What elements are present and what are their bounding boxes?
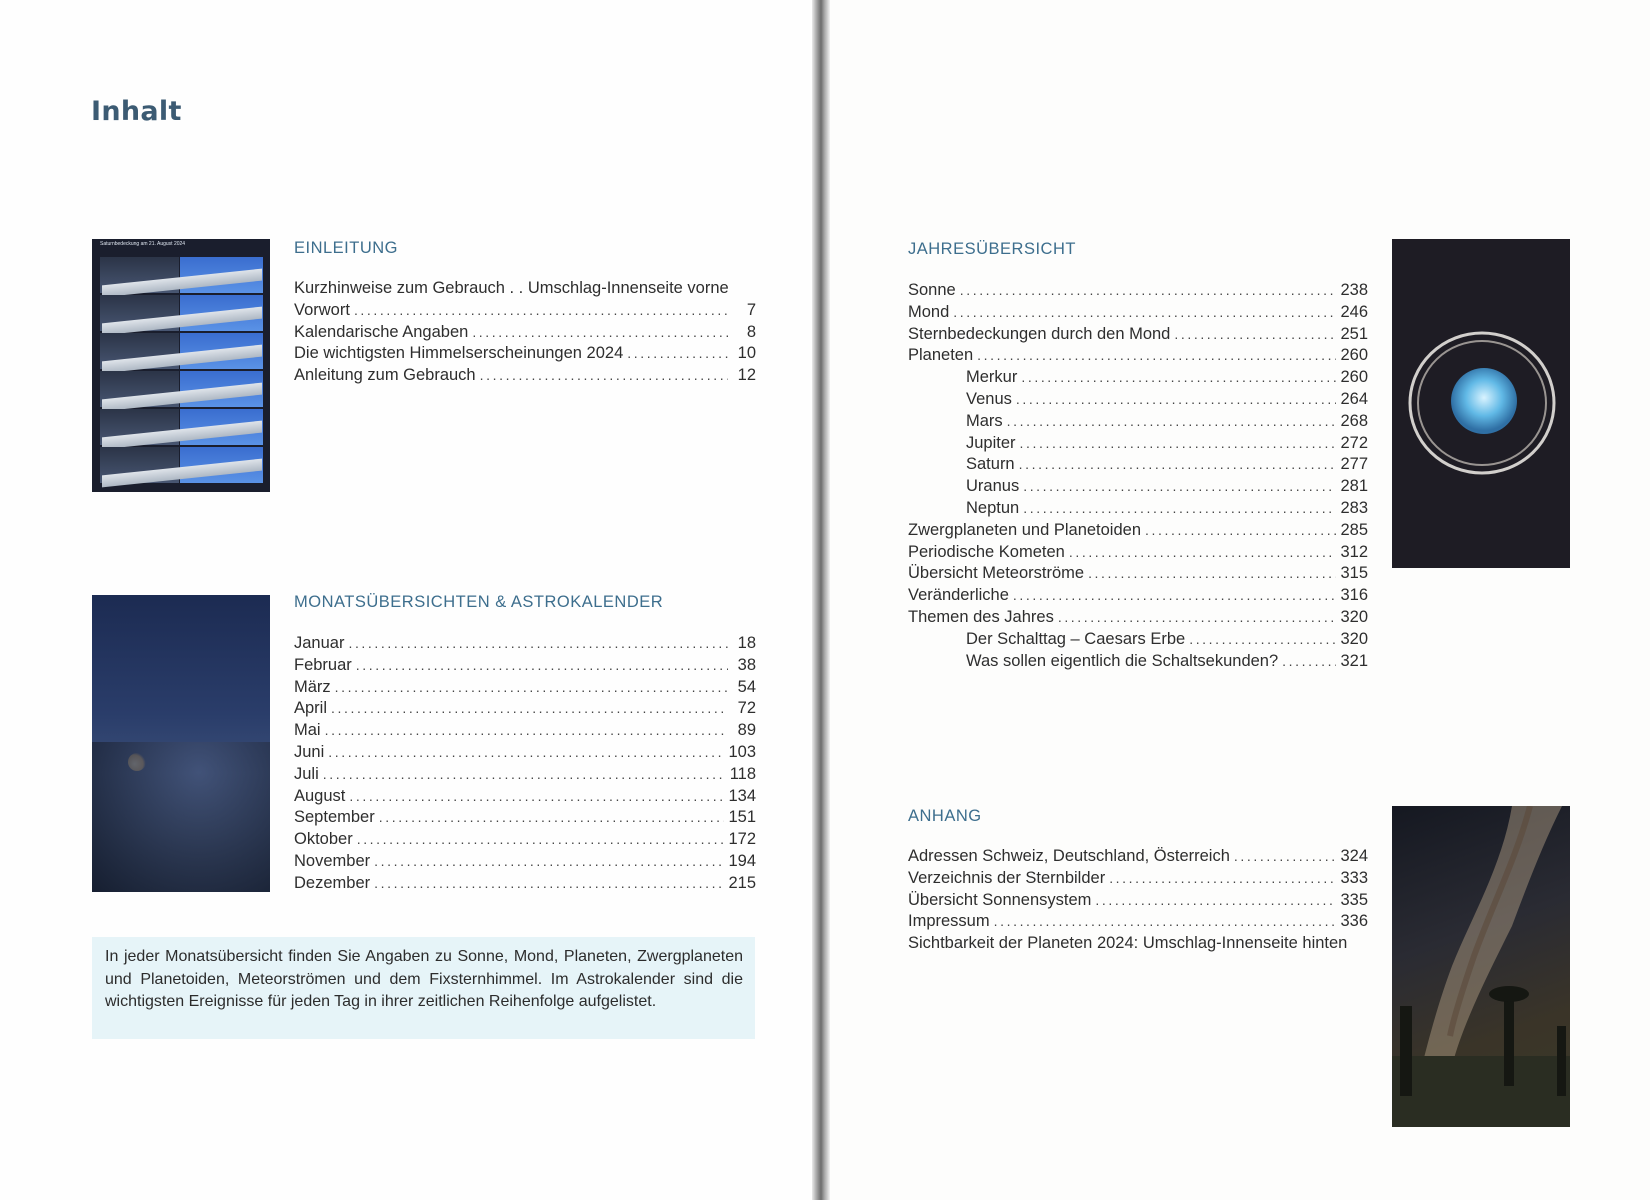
toc-entry-page-number: 12 [737,366,756,385]
dot-leader [1023,478,1336,494]
toc-entry-page-number: 321 [1340,651,1368,670]
toc-entry-label: Die wichtigsten Himmelserscheinungen 2024 [294,344,624,363]
toc-jahres [908,281,1368,673]
jahres-entry [908,368,1368,390]
monat-entry [294,874,756,896]
toc-entry-label: Kurzhinweise zum Gebrauch . . Umschlag-Innenseite vorne [294,279,729,297]
dot-leader [977,347,1336,363]
dot-leader [1109,870,1336,886]
jahres-entry [908,543,1368,565]
jahres-entry [908,564,1368,586]
toc-entry-label: Juli [294,764,319,783]
jahres-entry [908,434,1368,456]
dot-leader [1021,369,1336,385]
toc-entry-label: Der Schalttag – Caesars Erbe [966,629,1186,648]
dot-leader [1023,500,1336,516]
dot-leader [374,875,724,891]
jahres-entry [908,608,1368,630]
toc-entry-label: Sternbedeckungen durch den Mond [908,324,1171,343]
toc-entry-page-number: 89 [737,721,756,740]
toc-entry-page-number: 277 [1340,455,1368,474]
einleitung-entry [294,301,756,323]
toc-entry-page-number: 336 [1340,912,1368,931]
dot-leader [331,700,728,716]
toc-entry-label: April [294,699,328,718]
toc-entry-page-number: 118 [729,764,756,783]
toc-entry-page-number: 260 [1340,346,1368,365]
jahres-entry [908,281,1368,303]
toc-entry-label: Übersicht Meteorströme [908,564,1085,583]
dot-leader [357,831,725,847]
saturn-occultation-image [92,239,270,492]
toc-entry-label: Was sollen eigentlich die Schaltsekunden? [966,651,1279,670]
toc-entry-page-number: 324 [1340,847,1368,865]
dot-leader [1095,892,1336,908]
toc-entry-label: Themen des Jahres [908,607,1054,626]
jahres-entry [908,499,1368,521]
toc-entry-page-number: 246 [1340,302,1368,321]
monat-entry [294,678,756,700]
dot-leader [953,304,1336,320]
dot-leader [1016,391,1337,407]
toc-entry-page-number: 268 [1340,411,1368,430]
dot-leader [480,367,728,383]
toc-entry-page-number: 335 [1340,890,1368,909]
toc-entry-label: Mars [966,411,1003,430]
dot-leader [323,766,726,782]
jahres-entry [908,652,1368,674]
anhang-entry [908,869,1368,891]
monat-entry [294,743,756,765]
toc-entry-label: Saturn [966,455,1015,474]
monat-entry [294,808,756,830]
toc-entry-page-number: 10 [737,344,756,363]
dot-leader [1069,544,1337,560]
toc-entry-label: Juni [294,742,325,761]
dot-leader [1088,565,1336,581]
einleitung-entry [294,344,756,366]
toc-entry-page-number: 103 [728,742,756,761]
toc-entry-label: November [294,851,371,870]
toc-entry-label: Impressum [908,912,990,931]
toc-entry-label: September [294,808,375,827]
dot-leader [472,324,728,340]
toc-entry-label: August [294,786,346,805]
anhang-entry [908,934,1368,956]
toc-entry-page-number: 7 [746,300,756,319]
toc-entry-label: Anleitung zum Gebrauch [294,366,476,385]
toc-entry-page-number: 320 [1340,629,1368,648]
section-heading-jahres: JAHRESÜBERSICHT [908,240,1076,258]
toc-entry-page-number: 8 [746,322,756,341]
monat-entry [294,852,756,874]
monat-entry [294,656,756,678]
jahres-entry [908,630,1368,652]
dot-leader [379,809,725,825]
toc-entry-page-number: 316 [1340,586,1368,605]
toc-entry-page-number: 285 [1340,520,1368,539]
monat-entry [294,699,756,721]
toc-entry-label: Jupiter [966,433,1016,452]
toc-entry-label: Dezember [294,873,371,892]
toc-entry-label: Verzeichnis der Sternbilder [908,868,1106,887]
anhang-entry [908,847,1368,869]
section-heading-einleitung: EINLEITUNG [294,239,399,257]
dot-leader [1013,587,1337,603]
monat-entry [294,787,756,809]
toc-entry-page-number: 264 [1340,389,1368,408]
einleitung-entry [294,279,756,301]
toc-entry-page-number: 38 [737,655,756,674]
toc-entry-page-number: 215 [728,873,756,892]
milky-way-svg [1392,806,1570,1127]
page-title: Inhalt [91,96,182,127]
jahres-entry [908,455,1368,477]
toc-entry-page-number: 172 [728,830,756,849]
toc-entry-label: Sichtbarkeit der Planeten 2024: Umschlag-Innenseite hinten [908,934,1348,953]
toc-entry-label: Uranus [966,477,1020,496]
toc-entry-page-number: 251 [1340,324,1368,343]
toc-entry-label: Mai [294,721,321,740]
dot-leader [325,722,728,738]
jahres-entry [908,521,1368,543]
toc-entry-label: Sonne [908,281,956,299]
toc-entry-label: Mond [908,302,950,321]
monat-entry [294,765,756,787]
toc-entry-label: Februar [294,655,352,674]
toc-entry-page-number: 333 [1340,868,1368,887]
toc-entry-page-number: 320 [1340,607,1368,626]
toc-entry-page-number: 151 [728,808,756,827]
jahres-entry [908,346,1368,368]
milky-way-image [1392,806,1570,1127]
dot-leader [994,913,1337,929]
book-gutter [812,0,830,1200]
toc-entry-page-number: 281 [1340,477,1368,496]
toc-entry-label: Oktober [294,830,353,849]
toc-entry-label: Merkur [966,368,1018,387]
dot-leader [960,282,1337,298]
jahres-entry [908,586,1368,608]
toc-entry-page-number: 312 [1340,542,1368,561]
toc-entry-label: März [294,677,331,696]
toc-entry-label: Planeten [908,346,974,365]
dot-leader [627,345,728,361]
toc-entry-label: Vorwort [294,300,350,319]
toc-entry-page-number: 194 [728,851,756,870]
toc-entry-label: Übersicht Sonnensystem [908,890,1092,909]
toc-monate [294,634,756,896]
dot-leader [1234,848,1337,864]
einleitung-entry [294,366,756,388]
toc-einleitung [294,279,756,388]
dot-leader [356,657,728,673]
dot-leader [1282,653,1336,669]
dot-leader [349,788,724,804]
jahres-entry [908,325,1368,347]
toc-entry-label: Kalendarische Angaben [294,322,469,341]
dot-leader [1174,326,1336,342]
jahres-entry [908,477,1368,499]
dot-leader [1020,435,1337,451]
toc-entry-page-number: 283 [1340,498,1368,517]
moon-landscape-image [92,595,270,892]
dot-leader [1145,522,1336,538]
toc-entry-page-number: 260 [1340,368,1368,387]
monat-entry [294,634,756,656]
jahres-entry [908,390,1368,412]
toc-entry-page-number: 238 [1340,281,1368,299]
anhang-entry [908,891,1368,913]
dot-leader [335,679,728,695]
dot-leader [374,853,724,869]
toc-entry-label: Venus [966,389,1012,408]
toc-entry-label: Adressen Schweiz, Deutschland, Österreich [908,847,1230,865]
monat-entry [294,721,756,743]
dot-leader [1058,609,1337,625]
toc-entry-page-number: 18 [737,634,756,652]
einleitung-entry [294,323,756,345]
jahres-entry [908,303,1368,325]
info-box: In jeder Monatsübersicht finden Sie Angaben zu Sonne, Mond, Planeten, Zwergplaneten und Planetoiden, Meteorströmen und dem Fixsternhimmel. Im Astrokalender sind die wichtigsten Ereignisse für jeden Tag in ihrer zeitlichen Reihenfolge aufgelistet. [92,937,755,1039]
toc-entry-page-number: 134 [728,786,756,805]
dot-leader [1007,413,1337,429]
toc-entry-label: Veränderliche [908,586,1009,605]
toc-entry-page-number: 315 [1340,564,1368,583]
toc-entry-label: Zwergplaneten und Planetoiden [908,520,1142,539]
toc-entry-label: Neptun [966,498,1020,517]
section-heading-monate: MONATSÜBERSICHTEN & ASTROKALENDER [294,593,664,611]
toc-entry-label: Periodische Kometen [908,542,1065,561]
dot-leader [328,744,724,760]
toc-entry-page-number: 272 [1340,433,1368,452]
dot-leader [354,302,728,318]
dot-leader [348,635,728,651]
monat-entry [294,830,756,852]
uranus-image [1392,239,1570,568]
anhang-entry [908,912,1368,934]
toc-anhang [908,847,1368,956]
image-caption: Saturnbedeckung am 21. August 2024 [100,241,186,247]
section-heading-anhang: ANHANG [908,807,982,825]
toc-entry-page-number: 72 [737,699,756,718]
left-page [0,0,812,1200]
dot-leader [1189,631,1336,647]
uranus-rings-svg [1392,239,1570,568]
toc-entry-label: Januar [294,634,345,652]
dot-leader [1019,456,1337,472]
jahres-entry [908,412,1368,434]
toc-entry-page-number: 54 [737,677,756,696]
